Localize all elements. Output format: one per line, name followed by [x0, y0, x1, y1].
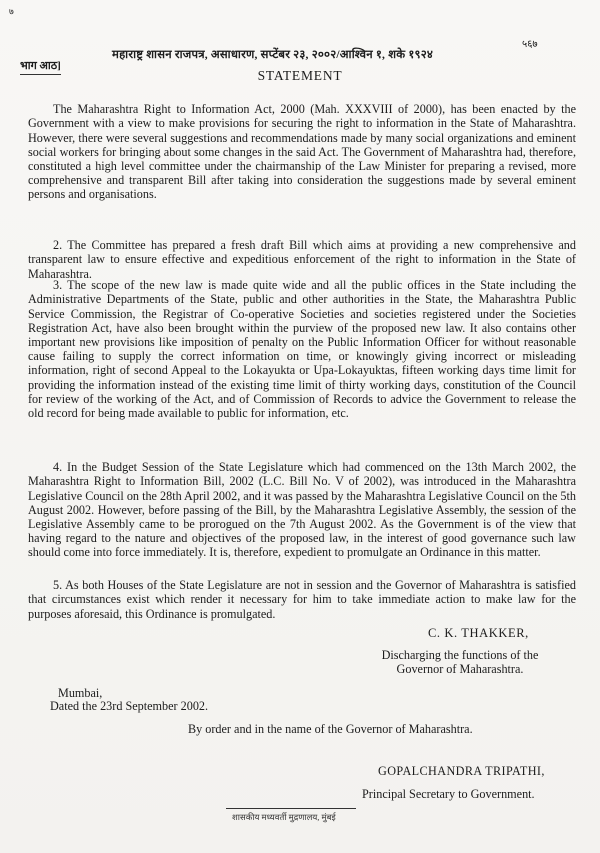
secretary-signatory-name: GOPALCHANDRA TRIPATHI, — [378, 764, 545, 778]
part-label: भाग आठ] — [20, 58, 61, 75]
order-line: By order and in the name of the Governor of Maharashtra. — [188, 722, 473, 736]
place: Mumbai, — [58, 686, 103, 700]
paragraph-3: 3. The scope of the new law is made quite wide and all the public offices in the State including the Administrative Departments of the State, public and other authorities in the State, the Maharashtra Public Service Commission, the Registrar of Co-operative Societies and societies registered under the Societies Registration Act, have also been brought within the purview of the proposed new law. It also contains other important new provisions like imposition of penalty on the Public Information Officer for without reasonable cause failing to supply the correct information on time, or knowingly giving incorrect or misleading information, right of second Appeal to the Lokayukta or Upa-Lokayuktas, fifteen working days time limit for providing the information instead of the existing time limit of thirty working days, constitution of the Council for review of the working of the Act, and of Commission of Records to advice the Government to release the old record for being made available to public for information, etc. — [28, 278, 576, 421]
governor-signatory-name: C. K. THAKKER, — [428, 626, 529, 640]
governor-role-line-1: Discharging the functions of the — [381, 648, 539, 662]
statement-title: STATEMENT — [257, 68, 343, 83]
margin-mark: ७ — [8, 6, 15, 17]
secretary-signatory-role: Principal Secretary to Government. — [362, 787, 535, 801]
page-number: ५६७ — [522, 39, 538, 50]
paragraph-2: 2. The Committee has prepared a fresh draft Bill which aims at providing a new comprehensive and transparent law to ensure effective and expeditious enforcement of the right to information in the State of Maharashtra. — [28, 238, 576, 281]
footer-divider — [226, 808, 356, 809]
governor-role-line-2: Governor of Maharashtra. — [396, 662, 524, 676]
press-footer: शासकीय मध्यवर्ती मुद्रणालय, मुंबई — [232, 812, 336, 822]
paragraph-1: The Maharashtra Right to Information Act, 2000 (Mah. XXXVIII of 2000), has been enacted by the Government with a view to make provisions for securing the right to information in the State of Maharashtra. However, there were several suggestions and recommendations made by many social organizations and eminent social workers for bringing about some changes in the said Act. The Government of Maharashtra had, therefore, constituted a high level committee under the chairmanship of the Law Minister for preparing a revised, more comprehensive and transparent Bill after taking into consideration the suggestions made by several eminent persons and organisations. — [28, 102, 576, 202]
paragraph-4: 4. In the Budget Session of the State Legislature which had commenced on the 13th March 2002, the Maharashtra Right to Information Bill, 2002 (L.C. Bill No. V of 2002), was introduced in the Maharashtra Legislative Council on the 28th April 2002, and it was passed by the Maharashtra Legislative Council on the 5th August 2002. However, before passing of the Bill, by the Maharashtra Legislative Assembly, the session of the Legislative Assembly came to be prorogued on the 7th August 2002. As the Government is of the view that having regard to the nature and objectives of the proposed law, in the interest of good governance such law should come into force immediately. It is, therefore, expedient to promulgate an Ordinance in this matter. — [28, 460, 576, 560]
date-line: Dated the 23rd September 2002. — [50, 699, 209, 713]
governor-signatory-role — [355, 648, 565, 676]
paragraph-5: 5. As both Houses of the State Legislature are not in session and the Governor of Maharashtra is satisfied that circumstances exist which render it necessary for him to take immediate action to make law for the purposes aforesaid, this Ordinance is promulgated. — [28, 578, 576, 621]
gazette-header: महाराष्ट्र शासन राजपत्र, असाधारण, सप्टेंबर २३, २००२/आश्विन १, शके १९२४ — [112, 49, 434, 61]
